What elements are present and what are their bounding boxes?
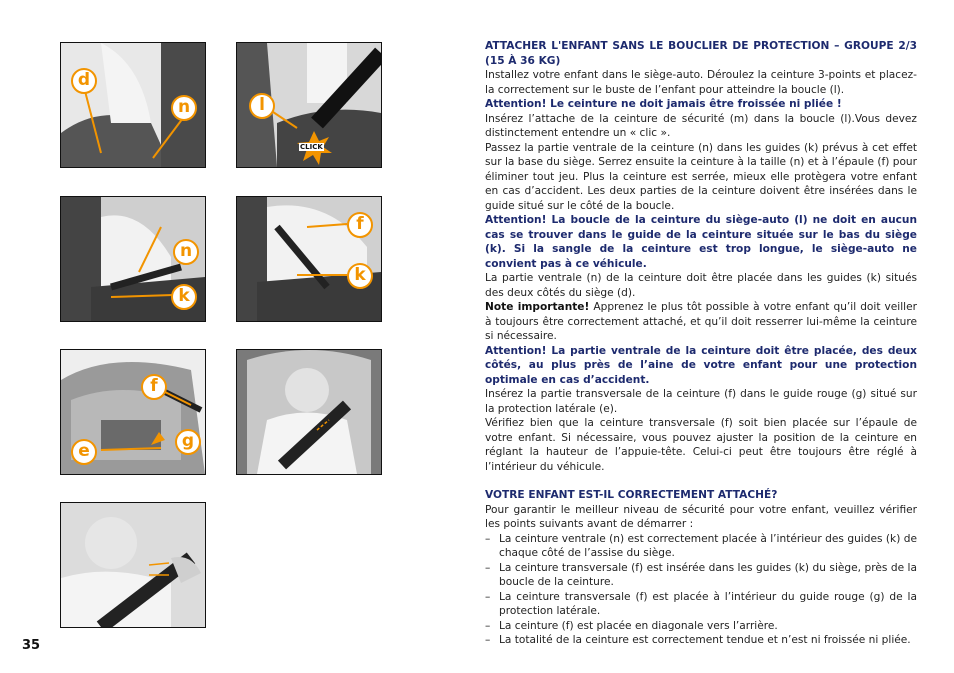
list-item: – La ceinture (f) est placée en diagonale vers l’arrière. bbox=[485, 619, 778, 632]
photo-side-guide bbox=[60, 349, 206, 475]
paragraph: Insérez l’attache de la ceinture de sécurité (m) dans la boucle (l).Vous devez distinctement entendre un « clic ». bbox=[485, 112, 917, 139]
section-title: ATTACHER L'ENFANT SANS LE BOUCLIER DE PROTECTION – GROUPE 2/3 (15 À 36 KG) bbox=[485, 40, 917, 67]
warning: Attention! La partie ventrale de la ceinture doit être placée, des deux côtés, au plus près de l’aine de votre enfant pour une protection optimale en cas d’accident. bbox=[485, 344, 917, 386]
page-number: 35 bbox=[22, 638, 41, 653]
photo-shoulder-belt bbox=[236, 196, 382, 322]
list-item: – La totalité de la ceinture est correctement tendue et n’est ni froissée ni pliée. bbox=[485, 634, 911, 646]
list-item: – La ceinture transversale (f) est insérée dans les guides (k) du siège, près de la boucle de la ceinture. bbox=[485, 561, 917, 588]
photo-child-front bbox=[236, 349, 382, 475]
label-k: k bbox=[347, 263, 373, 289]
photo-child-belt-check bbox=[60, 502, 206, 628]
photo-lap-belt bbox=[60, 196, 206, 322]
note-label: Note importante! bbox=[485, 301, 590, 313]
label-f: f bbox=[347, 212, 373, 238]
list-item: – La ceinture ventrale (n) est correctement placée à l’intérieur des guides (k) de chaque côté de l’assise du siège. bbox=[485, 532, 917, 559]
photo-seat-base bbox=[60, 42, 206, 168]
label-f: f bbox=[141, 374, 167, 400]
paragraph: Insérez la partie transversale de la ceinture (f) dans le guide rouge (g) situé sur la protection latérale (e). bbox=[485, 388, 917, 415]
label-n: n bbox=[173, 239, 199, 265]
instructions-text bbox=[485, 39, 917, 648]
label-d: d bbox=[71, 68, 97, 94]
photo-buckle-click bbox=[236, 42, 382, 168]
label-e: e bbox=[71, 439, 97, 465]
label-n: n bbox=[171, 95, 197, 121]
paragraph: Passez la partie ventrale de la ceinture (n) dans les guides (k) prévus à cet effet sur la base du siège. Serrez ensuite la ceinture à la taille (n) et à l’épaule (f) pour éliminer tout jeu. Plus la ceinture est serrée, mieux elle protègera votre enfant en cas d’accident. Les deux parties de la ceinture doivent être insérées dans le guide situé sur le côté de la boucle. bbox=[485, 141, 917, 212]
section-title: VOTRE ENFANT EST-IL CORRECTEMENT ATTACHÉ? bbox=[485, 489, 778, 501]
note bbox=[485, 300, 917, 344]
warning: Attention! Le ceinture ne doit jamais être froissée ni pliée ! bbox=[485, 98, 842, 110]
click-badge: CLICK bbox=[300, 143, 323, 151]
label-l: l bbox=[249, 93, 275, 119]
label-k: k bbox=[171, 284, 197, 310]
paragraph: Vérifiez bien que la ceinture transversale (f) soit bien placée sur l’épaule de votre enfant. Si nécessaire, vous pouvez ajuster la position de la ceinture en réglant la hauteur de l’appuie-tête. Celui-ci peut être toujours être réglé à l’intérieur du véhicule. bbox=[485, 417, 917, 473]
paragraph: Pour garantir le meilleur niveau de sécurité pour votre enfant, veuillez vérifier les points suivants avant de démarrer : bbox=[485, 503, 917, 530]
paragraph: Installez votre enfant dans le siège-auto. Déroulez la ceinture 3-points et placez-la correctement sur le buste de l’enfant pour atteindre la boucle (l). bbox=[485, 69, 917, 96]
warning: Attention! La boucle de la ceinture du siège-auto (l) ne doit en aucun cas se trouver dans le guide de la ceinture située sur le bas du siège (k). Si la sangle de la ceinture est trop longue, le siège-auto ne convient pas à ce véhicule. bbox=[485, 214, 917, 270]
paragraph: La partie ventrale (n) de la ceinture doit être placée dans les guides (k) situés des deux côtés du siège (d). bbox=[485, 272, 917, 299]
checklist bbox=[485, 532, 917, 648]
label-g: g bbox=[175, 429, 201, 455]
note-text: Apprenez le plus tôt possible à votre enfant qu’il doit veiller à toujours être correctement attaché, et qu’il doit resserrer lui-même la ceinture si nécessaire. bbox=[485, 301, 917, 342]
list-item: – La ceinture transversale (f) est placée à l’intérieur du guide rouge (g) de la protection latérale. bbox=[485, 590, 917, 617]
